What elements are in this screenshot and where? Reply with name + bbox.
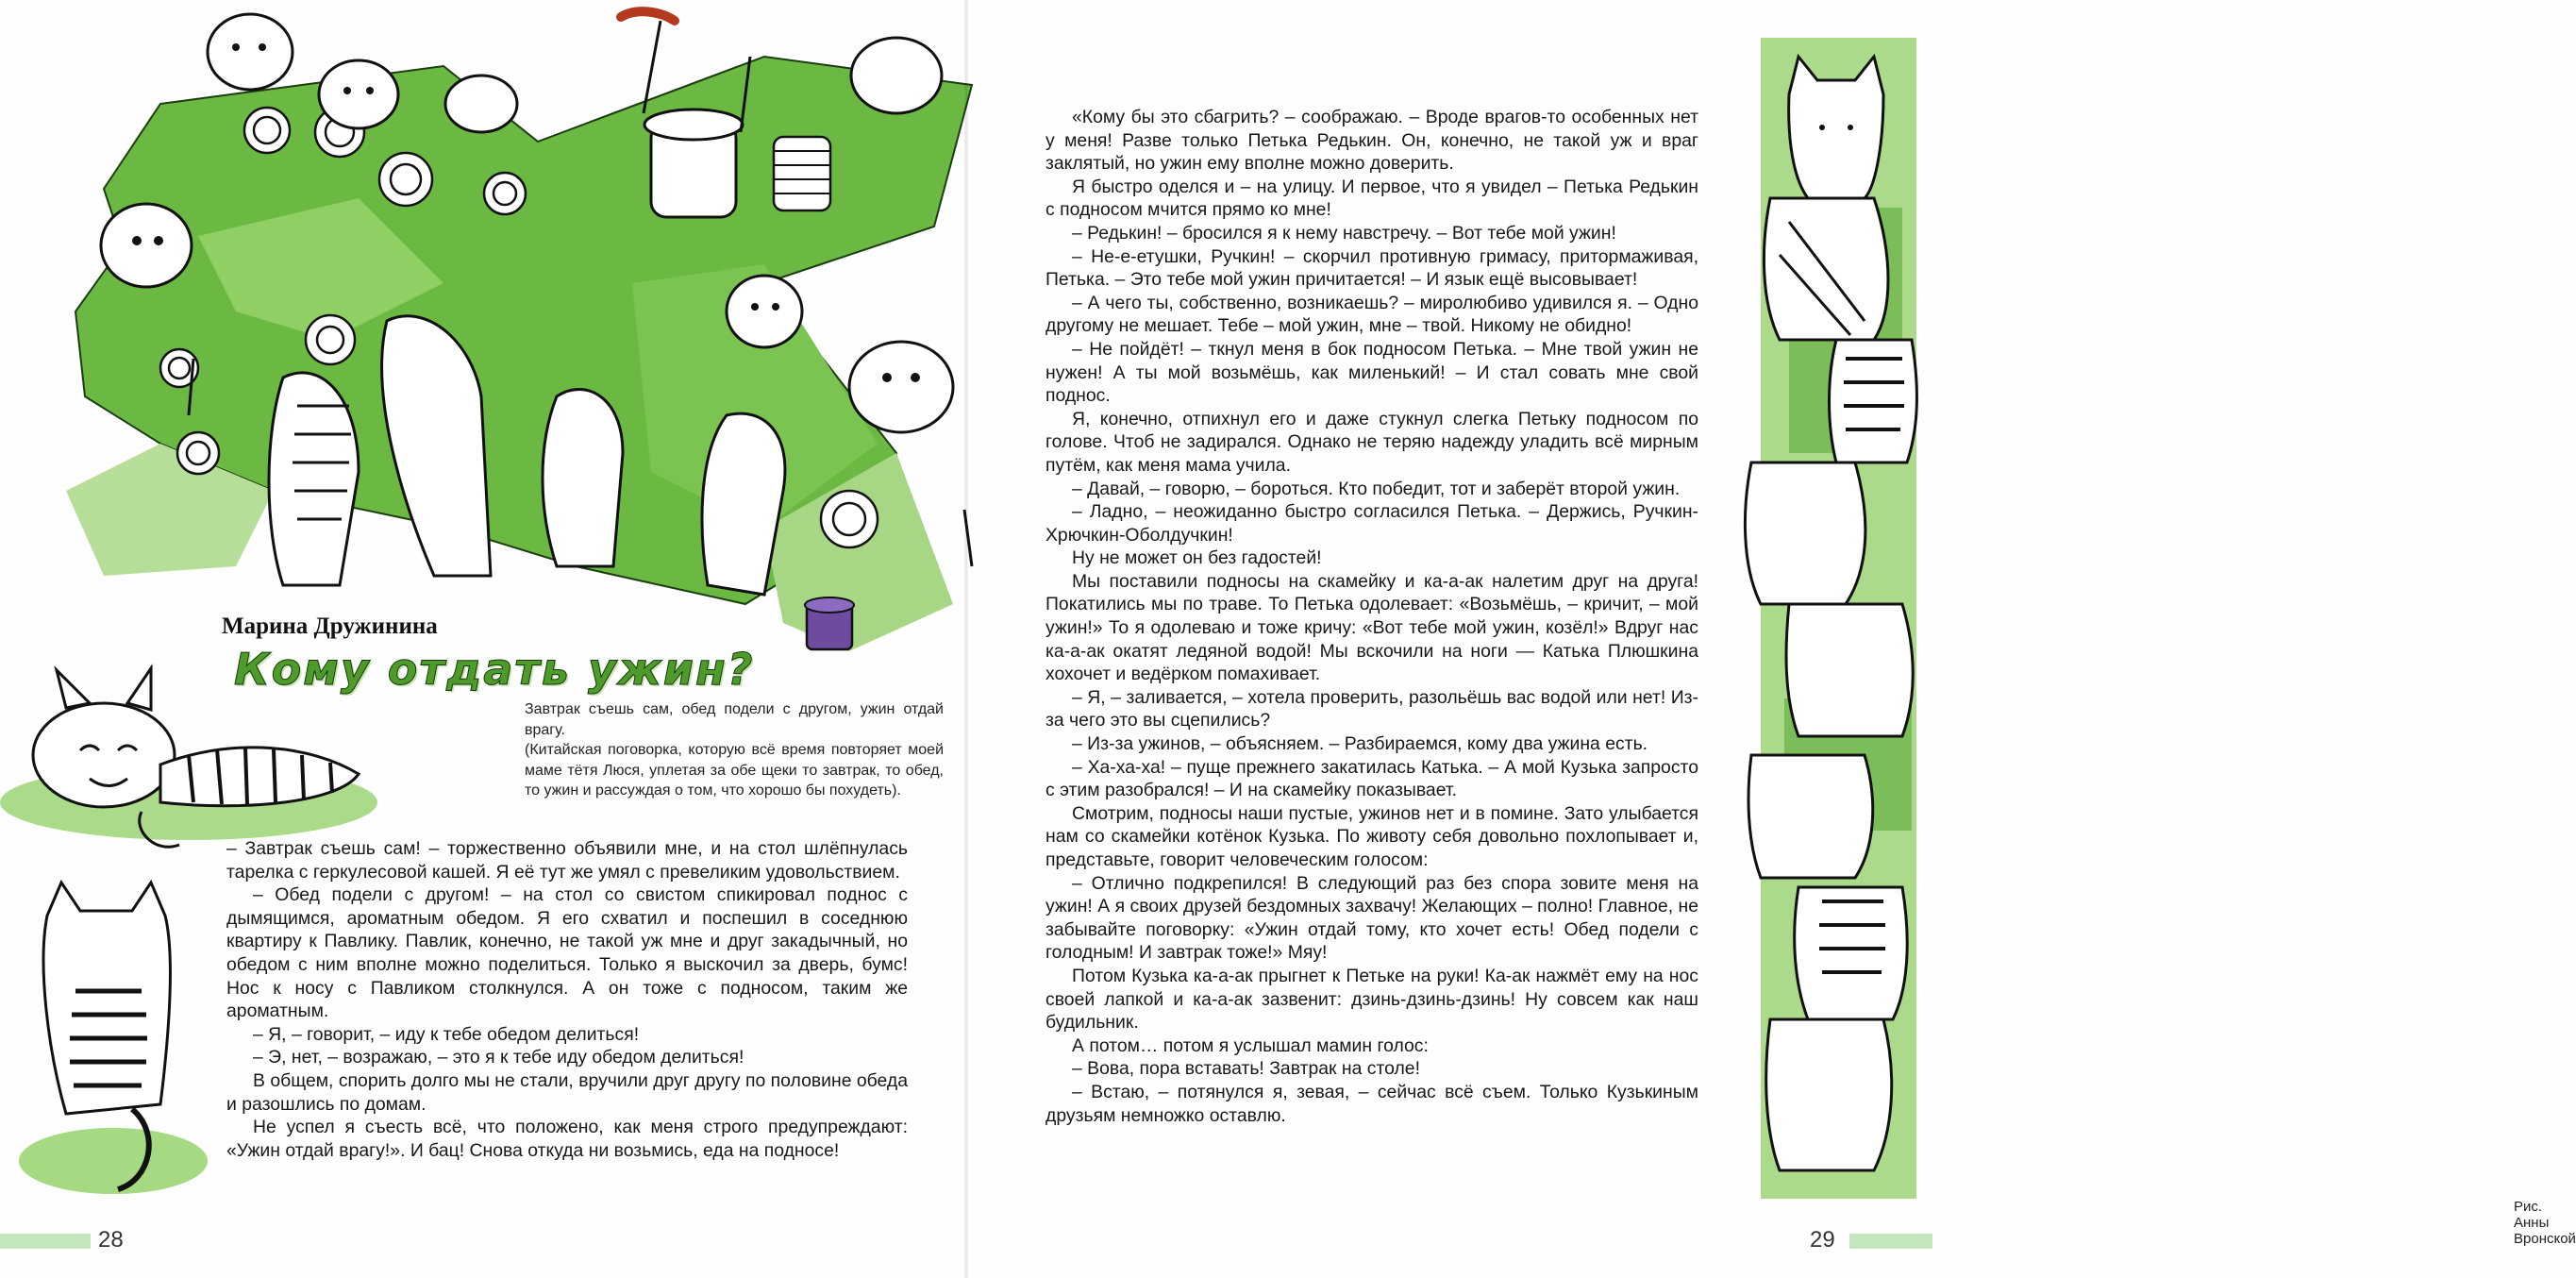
paragraph: Мы поставили подносы на скамейку и ка-а-ак налетим друг на друга! Покатились мы по траве. То Петька одолевает: «Возьмёшь, – кричит, – мой ужин!» То я одолеваю и тоже кричу: «Вот тебе мой ужин, козёл!» Вдруг нас ка-а-ак окатят ледяной водой! Мы вскочили на ноги — Катька Плюшкина хохочет и ведёрком помахивает. bbox=[1045, 570, 1698, 685]
paragraph: Я быстро оделся и – на улицу. И первое, что я увидел – Петька Редькин с подносом мчится прямо ко мне! bbox=[1045, 176, 1698, 221]
paragraph: Смотрим, подносы наши пустые, ужинов нет и в помине. Зато улыбается нам со скамейки котёнок Кузька. По животу себя довольно похлопывает и, представьте, говорит человеческим голосом: bbox=[1045, 802, 1698, 870]
feast-table-illustration bbox=[47, 0, 972, 651]
epigraph bbox=[525, 699, 944, 801]
paragraph: – Отлично подкрепился! В следующий раз без спора зовите меня на ужин! А я своих друзей бездомных захвачу! Желающих – полно! Главное, не забывайте поговорку: «Ужин отдай тому, кто хочет есть! Обед подели с голодным! И завтрак тоже!» Мяу! bbox=[1045, 872, 1698, 964]
paragraph: – Я, – заливается, – хотела проверить, разольёшь вас водой или нет! Из-за чего это вы сцепились? bbox=[1045, 686, 1698, 731]
illustration-credit: Рис. Анны Вронской bbox=[2514, 1199, 2576, 1247]
paragraph: – Давай, – говорю, – бороться. Кто победит, тот и заберёт второй ужин. bbox=[1072, 478, 1681, 499]
paragraph: – Встаю, – потянулся я, зевая, – сейчас всё съем. Только Кузькиным друзьям немножко оставлю. bbox=[1045, 1081, 1698, 1126]
paragraph: – Ха-ха-ха! – пуще прежнего закатилась Катька. – А мой Кузька запросто с этим разобрался! – И на скамейку показывает. bbox=[1045, 756, 1698, 801]
paragraph: – Вова, пора вставать! Завтрак на столе! bbox=[1072, 1058, 1420, 1080]
paragraph: – Ладно, – неожиданно быстро согласился Петька. – Держись, Ручкин-Хрючкин-Оболдучкин! bbox=[1045, 501, 1698, 546]
paragraph: Не успел я съесть всё, что положено, как меня строго предупреждают: «Ужин отдай врагу!». И бац! Снова откуда ни возьмись, еда на подносе! bbox=[226, 1117, 908, 1161]
sitting-cat-back-illustration bbox=[9, 878, 208, 1199]
paragraph: – А чего ты, собственно, возникаешь? – миролюбиво удивился я. – Одно другому не мешает. Тебе – мой ужин, мне – твой. Никому не обидно! bbox=[1045, 292, 1698, 337]
stacked-cats-illustration bbox=[1732, 38, 1931, 1199]
paragraph: – Э, нет, – возражаю, – это я к тебе иду обедом делиться! bbox=[253, 1047, 744, 1068]
left-page-text bbox=[226, 837, 908, 1162]
right-page bbox=[966, 0, 2576, 1278]
paragraph: – Обед подели с другом! – на стол со свистом спикировал поднос с дымящимся, ароматным обедом. Я его схватил и поспешил в соседнюю квартиру к Павлику. Павлик, конечно, не такой уж мне и друг закадычный, но обедом с ним вполне можно поделиться. Только я выскочил за дверь, бумс! Нос к носу с Павликом столкнулся. А он тоже с подносом, таким же ароматным. bbox=[226, 884, 908, 1022]
paragraph: – Не пойдёт! – ткнул меня в бок подносом Петька. – Мне твой ужин не нужен! А ты мой возьмёшь, как миленький! – И стал совать мне свой поднос. bbox=[1045, 338, 1698, 407]
paragraph: – Завтрак съешь сам! – торжественно объявили мне, и на стол шлёпнулась тарелка с геркулесовой кашей. Я её тут же умял с превеликим удовольствием. bbox=[226, 838, 908, 883]
paragraph: В общем, спорить долго мы не стали, вручили друг другу по половине обеда и разошлись по домам. bbox=[226, 1069, 908, 1115]
epigraph-note: (Китайская поговорка, которую всё время повторяет моей маме тётя Люся, уплетая за обе щеки то завтрак, то обед, то ужин и рассуждая о том, что хорошо бы похудеть). bbox=[525, 742, 944, 799]
page-footer-bar bbox=[1849, 1234, 1932, 1249]
paragraph: Я, конечно, отпихнул его и даже стукнул слегка Петьку подносом по голове. Чтоб не задирался. Однако не теряю надежду уладить всё мирным путём, как меня мама учила. bbox=[1045, 408, 1698, 476]
paragraph: Потом Кузька ка-а-ак прыгнет к Петьке на руки! Ка-ак нажмёт ему на нос своей лапкой и ка-а-ак зазвенит: дзинь-дзинь-дзинь! Ну совсем как наш будильник. bbox=[1045, 965, 1698, 1034]
left-page bbox=[0, 0, 966, 1278]
paragraph: – Не-е-етушки, Ручкин! – скорчил противную гримасу, притормаживая, Петька. – Это тебе мой ужин причитается! – И язык ещё высовывает! bbox=[1045, 245, 1698, 291]
author-name: Марина Дружинина bbox=[222, 614, 438, 639]
right-page-text bbox=[1045, 106, 1698, 1127]
paragraph: Ну не может он без гадостей! bbox=[1072, 547, 1322, 569]
paragraph: – Я, – говорит, – иду к тебе обедом делиться! bbox=[253, 1023, 640, 1045]
page-number-right: 29 bbox=[1810, 1227, 1835, 1253]
page-footer-bar bbox=[0, 1234, 91, 1249]
page-number-left: 28 bbox=[98, 1227, 124, 1253]
paragraph: «Кому бы это сбагрить? – соображаю. – Вроде врагов-то особенных нет у меня! Разве только Петька Редькин. Он, конечно, не такой уж и враг заклятый, но ужин ему вполне можно доверить. bbox=[1045, 107, 1698, 175]
paragraph: – Редькин! – бросился я к нему навстречу. – Вот тебе мой ужин! bbox=[1072, 222, 1616, 244]
epigraph-proverb: Завтрак съешь сам, обед подели с другом, ужин отдай врагу. bbox=[525, 701, 944, 738]
story-title: Кому отдать ужин? bbox=[234, 644, 755, 695]
paragraph: – Из-за ужинов, – объясняем. – Разбираемся, кому два ужина есть. bbox=[1072, 733, 1648, 755]
paragraph: А потом… потом я услышал мамин голос: bbox=[1072, 1034, 1429, 1056]
